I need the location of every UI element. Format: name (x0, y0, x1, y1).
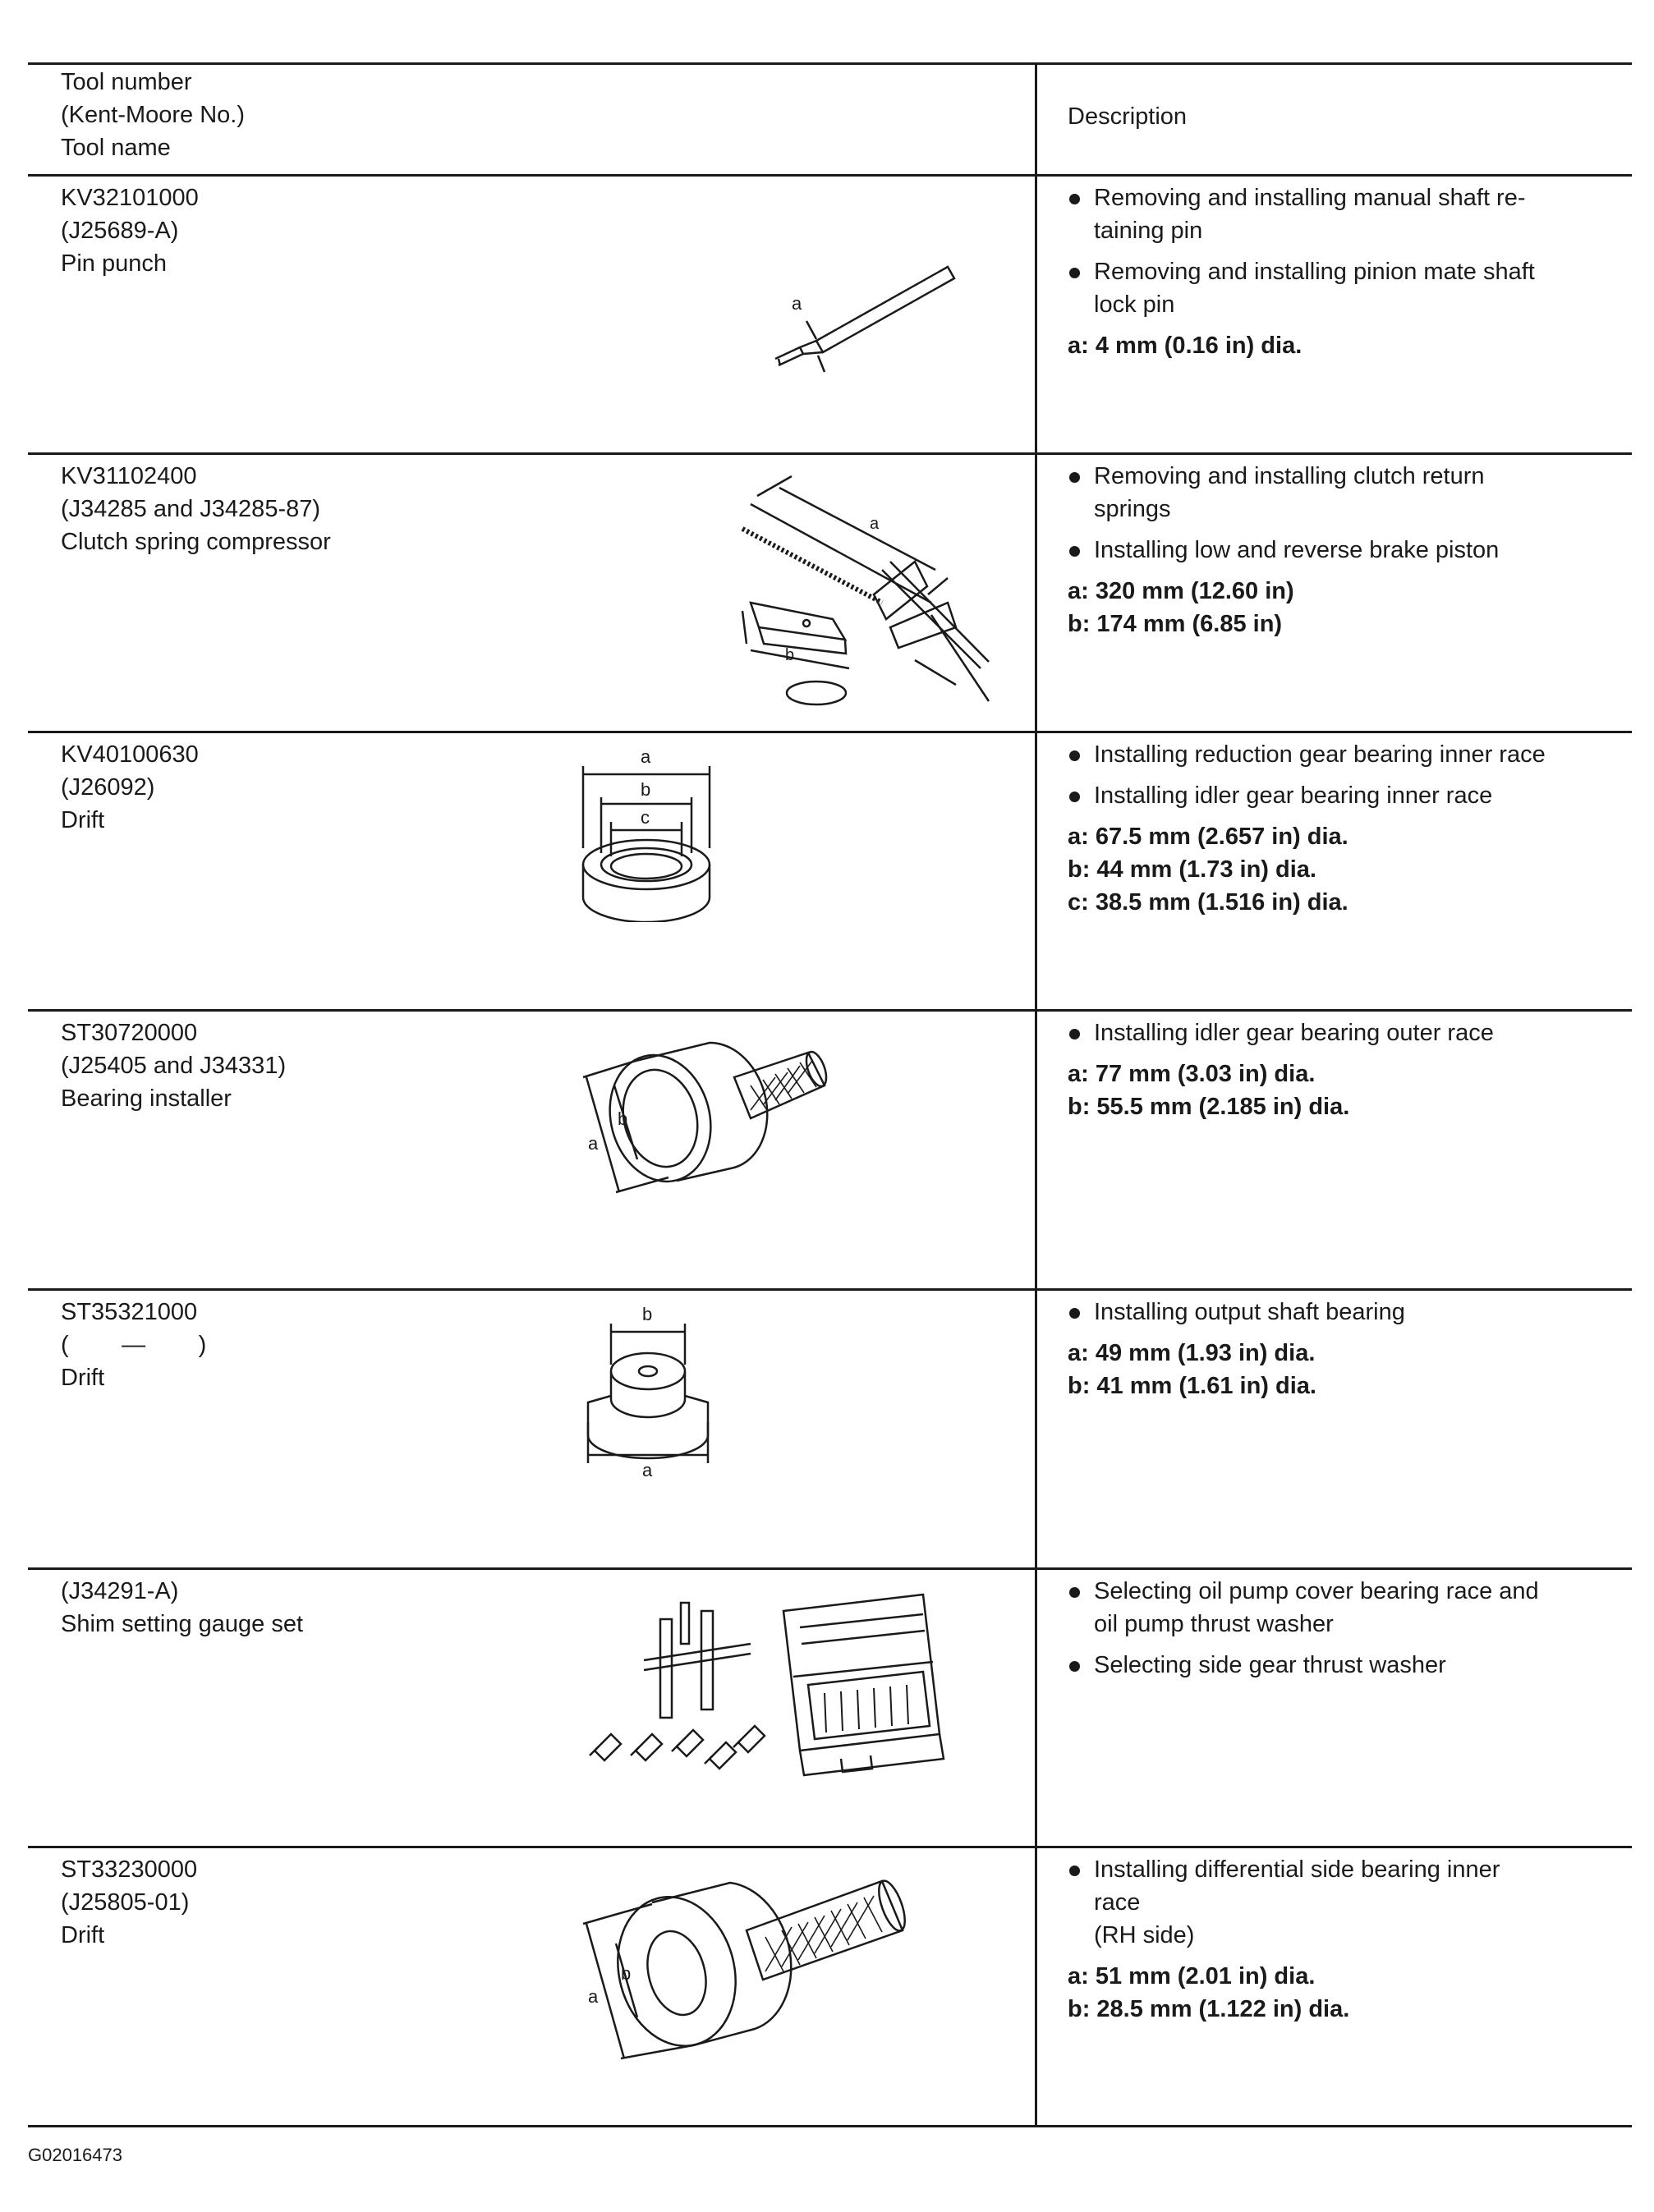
spec-line: a: 49 mm (1.93 in) dia. (1068, 1340, 1316, 1366)
dim-label-c: c (641, 807, 650, 828)
tool-id: ST33230000 (J25805-01) Drift (61, 1856, 198, 1948)
spec-line: b: 174 mm (6.85 in) (1068, 611, 1283, 637)
figure-id: G02016473 (28, 2145, 122, 2165)
dim-label-a: a (870, 515, 880, 533)
output-drift-figure (578, 1299, 742, 1488)
header-description: Description (1068, 103, 1188, 130)
spec-line: b: 28.5 mm (1.122 in) dia. (1068, 1996, 1350, 2022)
table-row (28, 1012, 1632, 1291)
dim-label-b: b (785, 646, 795, 664)
bearing-installer-figure (578, 1028, 890, 1217)
tool-id: KV40100630 (J26092) Drift (61, 741, 199, 833)
tool-id: (J34291-A) Shim setting gauge set (61, 1578, 304, 1637)
shim-gauge-set-figure (578, 1586, 956, 1808)
spec-line: a: 67.5 mm (2.657 in) dia. (1068, 824, 1348, 850)
list-item: Removing and installing manual shaft re- taining pin (1068, 181, 1610, 247)
tool-description (1068, 181, 1610, 362)
tool-description (1068, 1017, 1610, 1123)
table-row (28, 1848, 1632, 2127)
tool-description (1068, 1575, 1610, 1690)
dim-label-a: a (588, 1986, 599, 2007)
dim-label-b: b (641, 779, 651, 800)
tool-description (1068, 1853, 1610, 2026)
pin-punch-figure (767, 250, 997, 374)
spec-line: a: 51 mm (2.01 in) dia. (1068, 1963, 1316, 1989)
list-item: Removing and installing pinion mate shaft lock pin (1068, 255, 1610, 321)
spec-line: a: 320 mm (12.60 in) (1068, 578, 1294, 604)
list-item: Selecting oil pump cover bearing race and oil pump thrust washer (1068, 1575, 1610, 1641)
table-row (28, 177, 1632, 455)
dim-label-b: b (618, 1108, 628, 1129)
spec-line: a: 4 mm (0.16 in) dia. (1068, 333, 1303, 359)
tool-id: KV31102400 (J34285 and J34285-87) Clutch spring compressor (61, 463, 331, 555)
list-item: Installing idler gear bearing outer race (1068, 1017, 1610, 1049)
drift-figure (570, 741, 751, 922)
dim-label-b: b (642, 1304, 653, 1324)
spec-line: a: 77 mm (3.03 in) dia. (1068, 1061, 1316, 1087)
table-row (28, 1291, 1632, 1570)
tool-description (1068, 460, 1610, 640)
table-row (28, 455, 1632, 733)
spec-line: b: 44 mm (1.73 in) dia. (1068, 856, 1316, 883)
dim-label-a: a (641, 746, 651, 767)
list-item: Installing reduction gear bearing inner race (1068, 738, 1610, 771)
dim-label-a: a (588, 1133, 599, 1154)
list-item: Installing differential side bearing inner race (RH side) (1068, 1853, 1610, 1952)
spec-line: c: 38.5 mm (1.516 in) dia. (1068, 889, 1348, 916)
list-item: Installing low and reverse brake piston (1068, 534, 1610, 567)
list-item: Installing idler gear bearing inner race (1068, 779, 1610, 812)
table-row (28, 733, 1632, 1012)
tool-id: KV32101000 (J25689-A) Pin punch (61, 185, 199, 277)
dim-label-b: b (621, 1963, 632, 1984)
list-item: Removing and installing clutch return springs (1068, 460, 1610, 525)
list-item: Selecting side gear thrust washer (1068, 1649, 1610, 1682)
spec-line: b: 41 mm (1.61 in) dia. (1068, 1373, 1316, 1399)
side-bearing-drift-figure (578, 1865, 948, 2078)
clutch-spring-compressor-figure (603, 471, 997, 718)
list-item: Installing output shaft bearing (1068, 1296, 1610, 1329)
dim-label-a: a (642, 1460, 653, 1480)
header-tool-column: Tool number (Kent-Moore No.) Tool name (61, 69, 246, 161)
spec-line: b: 55.5 mm (2.185 in) dia. (1068, 1094, 1350, 1120)
table-header (28, 62, 1632, 177)
tool-id: ST35321000 ( — ) Drift (61, 1299, 207, 1391)
tool-description (1068, 738, 1610, 919)
tool-description (1068, 1296, 1610, 1402)
tool-id: ST30720000 (J25405 and J34331) Bearing installer (61, 1020, 287, 1112)
table-row (28, 1570, 1632, 1848)
dim-label-a: a (792, 293, 802, 314)
